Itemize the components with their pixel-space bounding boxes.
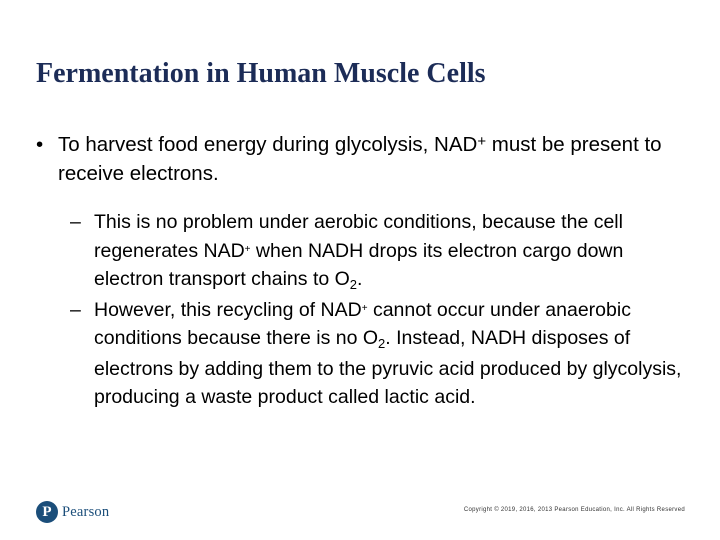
superscript-plus: +	[477, 133, 487, 150]
subscript-two: 2	[378, 336, 386, 351]
dash-marker: –	[70, 298, 81, 321]
slide-title: Fermentation in Human Muscle Cells	[36, 58, 486, 89]
copyright-notice: Copyright © 2019, 2016, 2013 Pearson Education, Inc. All Rights Reserved	[463, 507, 685, 513]
slide-content	[36, 130, 686, 412]
subscript-two: 2	[349, 277, 358, 292]
sub-bullet-text: This is no problem under aerobic conditions, because the cell regenerates NAD	[94, 211, 623, 262]
bullet-marker: •	[36, 133, 44, 156]
sub-bullet-item	[70, 296, 686, 412]
sub-bullet-list	[70, 208, 686, 412]
sub-bullet-text: However, this recycling of NAD	[94, 298, 362, 321]
pearson-logo-icon: P	[36, 501, 58, 523]
sub-bullet-item	[70, 208, 686, 296]
bullet-text: must be present to receive electrons.	[58, 133, 662, 185]
sub-bullet-text: .	[357, 268, 363, 290]
sub-bullet-text: cannot occur under anaerobic conditions because there is no O	[94, 298, 631, 349]
superscript-plus: +	[361, 302, 368, 314]
bullet-text: To harvest food energy during glycolysis, NAD	[58, 133, 478, 156]
bullet-item	[36, 130, 686, 188]
pearson-logo-text: Pearson	[62, 503, 110, 520]
sub-bullet-text: when NADH drops its electron cargo down electron transport chains to O	[94, 239, 624, 290]
pearson-logo	[36, 501, 109, 523]
sub-bullet-text: . Instead, NADH disposes of electrons by adding them to the pyruvic acid produced by glycolysis, producing a waste product called lactic acid.	[94, 327, 682, 408]
dash-marker: –	[70, 211, 81, 233]
superscript-plus: +	[244, 243, 251, 255]
